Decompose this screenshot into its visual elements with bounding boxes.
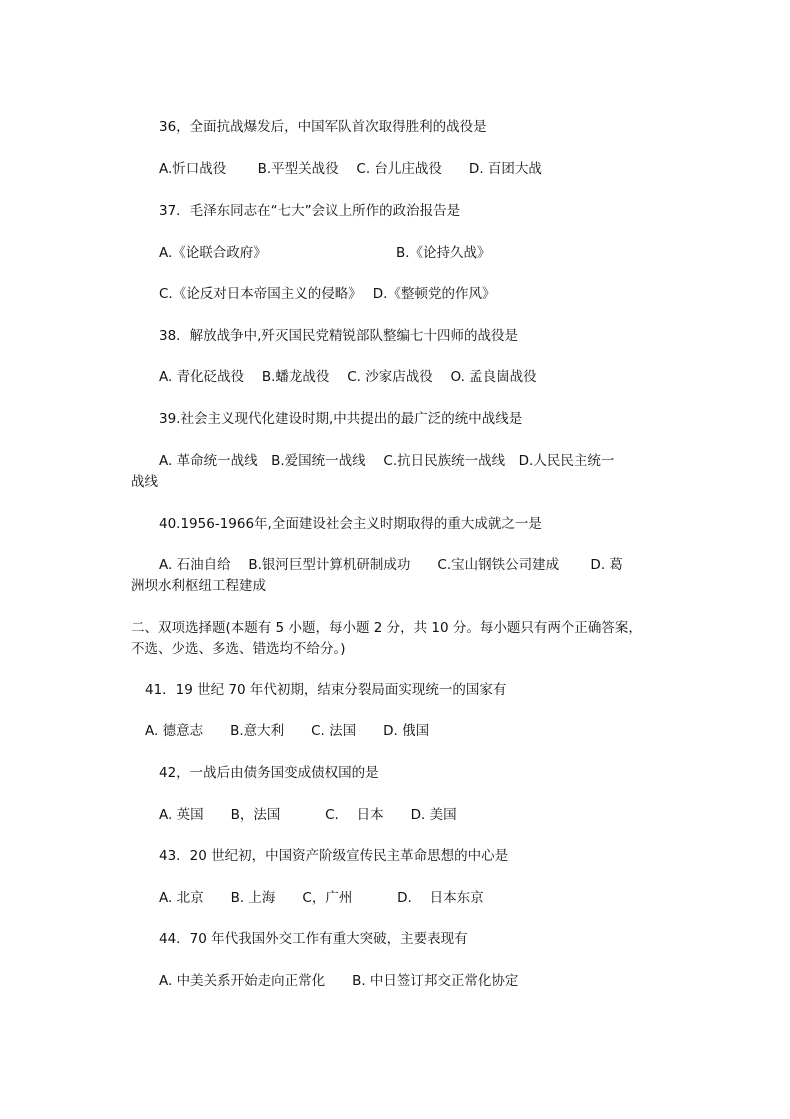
- question-42: 42，一战后由债务国变成债权国的是: [159, 765, 379, 781]
- question-40: 40.1956-1966年,全面建设社会主义时期取得的重大成就之一是: [159, 516, 542, 532]
- option-37-a: A.《论联合政府》: [159, 245, 267, 261]
- options-43: A. 北京 B. 上海 C，广州 D. 日本东京: [159, 890, 484, 906]
- options-36: A.忻口战役 B.平型关战役 C. 台儿庄战役 D. 百团大战: [159, 161, 542, 177]
- option-37-b: B.《论持久战》: [396, 245, 491, 261]
- question-36: 36，全面抗战爆发后，中国军队首次取得胜利的战役是: [159, 119, 487, 135]
- options-40: A. 石油自给 B.银河巨型计算机研制成功 C.宝山钢铁公司建成 D. 葛: [159, 557, 623, 573]
- options-40-cont: 洲坝水利枢纽工程建成: [131, 578, 266, 594]
- question-38: 38．解放战争中,歼灭国民党精锐部队整编七十四师的战役是: [159, 328, 518, 344]
- question-44: 44．70 年代我国外交工作有重大突破，主要表现有: [159, 931, 468, 947]
- options-44: A. 中美关系开始走向正常化 B. 中日签订邦交正常化协定: [159, 973, 519, 989]
- options-39-cont: 战线: [131, 474, 158, 490]
- question-41: 41．19 世纪 70 年代初期，结束分裂局面实现统一的国家有: [145, 682, 507, 698]
- section-2-note: 不选、少选、多选、错选均不给分。): [131, 641, 346, 657]
- options-41: A. 德意志 B.意大利 C. 法国 D. 俄国: [145, 723, 430, 739]
- options-39: A. 革命统一战线 B.爱国统一战线 C.抗日民族统一战线 D.人民民主统一: [159, 453, 615, 469]
- options-38: A. 青化砭战役 B.蟠龙战役 C. 沙家店战役 O. 孟良崮战役: [159, 369, 537, 385]
- options-42: A. 英国 B，法国 C. 日本 D. 美国: [159, 807, 457, 823]
- options-37-cd: C.《论反对日本帝国主义的侵略》 D.《整顿党的作风》: [159, 286, 496, 302]
- question-39: 39.社会主义现代化建设时期,中共提出的最广泛的统中战线是: [159, 411, 523, 427]
- section-2-heading: 二、双项选择题(本题有 5 小题，每小题 2 分，共 10 分。每小题只有两个正确答案，: [131, 620, 642, 636]
- question-37: 37．毛泽东同志在“七大”会议上所作的政治报告是: [159, 203, 461, 219]
- question-43: 43．20 世纪初，中国资产阶级宣传民主革命思想的中心是: [159, 848, 509, 864]
